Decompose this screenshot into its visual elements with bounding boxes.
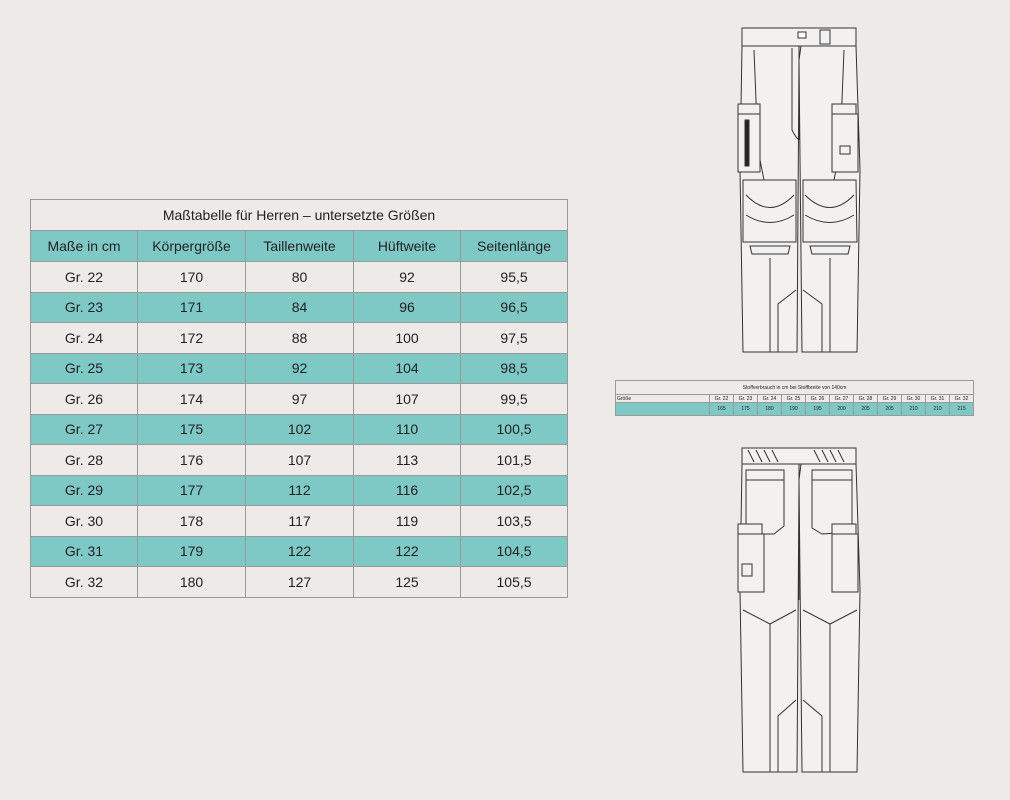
size-chart-row bbox=[31, 475, 568, 506]
size-chart-cell: 177 bbox=[138, 475, 246, 506]
size-chart-header-cell: Maße in cm bbox=[31, 231, 138, 262]
size-chart-cell: 96 bbox=[354, 292, 461, 323]
size-chart-cell: Gr. 28 bbox=[31, 445, 138, 476]
size-chart-header-cell: Körpergröße bbox=[138, 231, 246, 262]
size-chart-cell: Gr. 25 bbox=[31, 353, 138, 384]
size-chart-cell: 110 bbox=[354, 414, 461, 445]
fabric-table-value-cell: 210 bbox=[902, 403, 926, 416]
size-chart-cell: 97,5 bbox=[461, 323, 568, 354]
fabric-table-value-cell: 210 bbox=[926, 403, 950, 416]
size-chart-cell: 122 bbox=[246, 536, 354, 567]
size-chart-cell: 174 bbox=[138, 384, 246, 415]
size-chart-cell: Gr. 30 bbox=[31, 506, 138, 537]
size-chart-cell: 92 bbox=[246, 353, 354, 384]
size-chart-cell: 127 bbox=[246, 567, 354, 598]
size-chart-header-cell: Seitenlänge bbox=[461, 231, 568, 262]
size-chart-cell: 84 bbox=[246, 292, 354, 323]
size-chart-cell: 96,5 bbox=[461, 292, 568, 323]
size-chart-cell: 173 bbox=[138, 353, 246, 384]
size-chart-cell: 116 bbox=[354, 475, 461, 506]
fabric-table-row-label: Größe bbox=[616, 395, 710, 403]
fabric-table-size-cell: Gr. 22 bbox=[710, 395, 734, 403]
size-chart-cell: Gr. 24 bbox=[31, 323, 138, 354]
fabric-table-value-row bbox=[616, 403, 974, 416]
size-chart-cell: 117 bbox=[246, 506, 354, 537]
size-chart-cell: 100,5 bbox=[461, 414, 568, 445]
fabric-table-size-cell: Gr. 27 bbox=[830, 395, 854, 403]
fabric-table-blank-cell bbox=[616, 403, 710, 416]
size-chart-cell: 80 bbox=[246, 262, 354, 293]
fabric-table-title: Stoffverbrauch in cm bei Stoffbreite von 140cm bbox=[616, 381, 974, 395]
size-chart-cell: 179 bbox=[138, 536, 246, 567]
fabric-table-value-cell: 215 bbox=[950, 403, 974, 416]
fabric-table-size-cell: Gr. 31 bbox=[926, 395, 950, 403]
size-chart-cell: 92 bbox=[354, 262, 461, 293]
size-chart-header-row bbox=[31, 231, 568, 262]
size-chart-cell: 170 bbox=[138, 262, 246, 293]
size-chart-cell: 98,5 bbox=[461, 353, 568, 384]
size-chart-cell: Gr. 29 bbox=[31, 475, 138, 506]
size-chart-row bbox=[31, 262, 568, 293]
size-chart-row bbox=[31, 506, 568, 537]
fabric-table-value-cell: 175 bbox=[734, 403, 758, 416]
fabric-table-value-cell: 205 bbox=[878, 403, 902, 416]
fabric-consumption-table bbox=[615, 380, 974, 416]
fabric-table-header-row bbox=[616, 395, 974, 403]
size-chart-row bbox=[31, 567, 568, 598]
size-chart-cell: 88 bbox=[246, 323, 354, 354]
size-chart-cell: Gr. 26 bbox=[31, 384, 138, 415]
size-chart-row bbox=[31, 414, 568, 445]
size-chart-cell: 99,5 bbox=[461, 384, 568, 415]
trousers-back-sketch bbox=[730, 440, 870, 780]
size-chart-cell: 175 bbox=[138, 414, 246, 445]
size-chart-row bbox=[31, 292, 568, 323]
size-chart-cell: 125 bbox=[354, 567, 461, 598]
size-chart-cell: 97 bbox=[246, 384, 354, 415]
size-chart-cell: 172 bbox=[138, 323, 246, 354]
size-chart-cell: Gr. 32 bbox=[31, 567, 138, 598]
size-chart-row bbox=[31, 445, 568, 476]
size-chart-cell: 122 bbox=[354, 536, 461, 567]
fabric-table-value-cell: 195 bbox=[806, 403, 830, 416]
size-chart-cell: 104,5 bbox=[461, 536, 568, 567]
fabric-table-size-cell: Gr. 26 bbox=[806, 395, 830, 403]
size-chart-row bbox=[31, 536, 568, 567]
fabric-table-value-cell: 165 bbox=[710, 403, 734, 416]
size-chart-cell: Gr. 27 bbox=[31, 414, 138, 445]
size-chart-cell: 107 bbox=[246, 445, 354, 476]
size-chart-cell: 103,5 bbox=[461, 506, 568, 537]
size-chart-cell: 95,5 bbox=[461, 262, 568, 293]
size-chart-row bbox=[31, 384, 568, 415]
size-chart-cell: 171 bbox=[138, 292, 246, 323]
size-chart-cell: 119 bbox=[354, 506, 461, 537]
size-chart-cell: 107 bbox=[354, 384, 461, 415]
size-chart-row bbox=[31, 353, 568, 384]
size-chart-cell: 105,5 bbox=[461, 567, 568, 598]
size-chart-cell: 113 bbox=[354, 445, 461, 476]
fabric-table-size-cell: Gr. 25 bbox=[782, 395, 806, 403]
size-chart-cell: 176 bbox=[138, 445, 246, 476]
size-chart-cell: 180 bbox=[138, 567, 246, 598]
size-chart-cell: Gr. 22 bbox=[31, 262, 138, 293]
size-chart-cell: 100 bbox=[354, 323, 461, 354]
fabric-table-size-cell: Gr. 23 bbox=[734, 395, 758, 403]
fabric-table-size-cell: Gr. 30 bbox=[902, 395, 926, 403]
size-chart-cell: 178 bbox=[138, 506, 246, 537]
size-chart-row bbox=[31, 323, 568, 354]
size-chart-cell: 101,5 bbox=[461, 445, 568, 476]
fabric-table-value-cell: 205 bbox=[854, 403, 878, 416]
fabric-table-size-cell: Gr. 28 bbox=[854, 395, 878, 403]
size-chart-cell: 102 bbox=[246, 414, 354, 445]
size-chart-title: Maßtabelle für Herren – untersetzte Größen bbox=[31, 200, 568, 231]
fabric-table-size-cell: Gr. 32 bbox=[950, 395, 974, 403]
fabric-table-value-cell: 200 bbox=[830, 403, 854, 416]
size-chart-header-cell: Taillenweite bbox=[246, 231, 354, 262]
fabric-table-size-cell: Gr. 24 bbox=[758, 395, 782, 403]
fabric-table-value-cell: 180 bbox=[758, 403, 782, 416]
size-chart-cell: 102,5 bbox=[461, 475, 568, 506]
size-chart-cell: 112 bbox=[246, 475, 354, 506]
size-chart-cell: Gr. 23 bbox=[31, 292, 138, 323]
size-chart-table bbox=[30, 199, 568, 598]
fabric-table-value-cell: 190 bbox=[782, 403, 806, 416]
size-chart-header-cell: Hüftweite bbox=[354, 231, 461, 262]
trousers-front-sketch bbox=[730, 20, 870, 360]
size-chart-cell: 104 bbox=[354, 353, 461, 384]
size-chart-cell: Gr. 31 bbox=[31, 536, 138, 567]
fabric-table-size-cell: Gr. 29 bbox=[878, 395, 902, 403]
